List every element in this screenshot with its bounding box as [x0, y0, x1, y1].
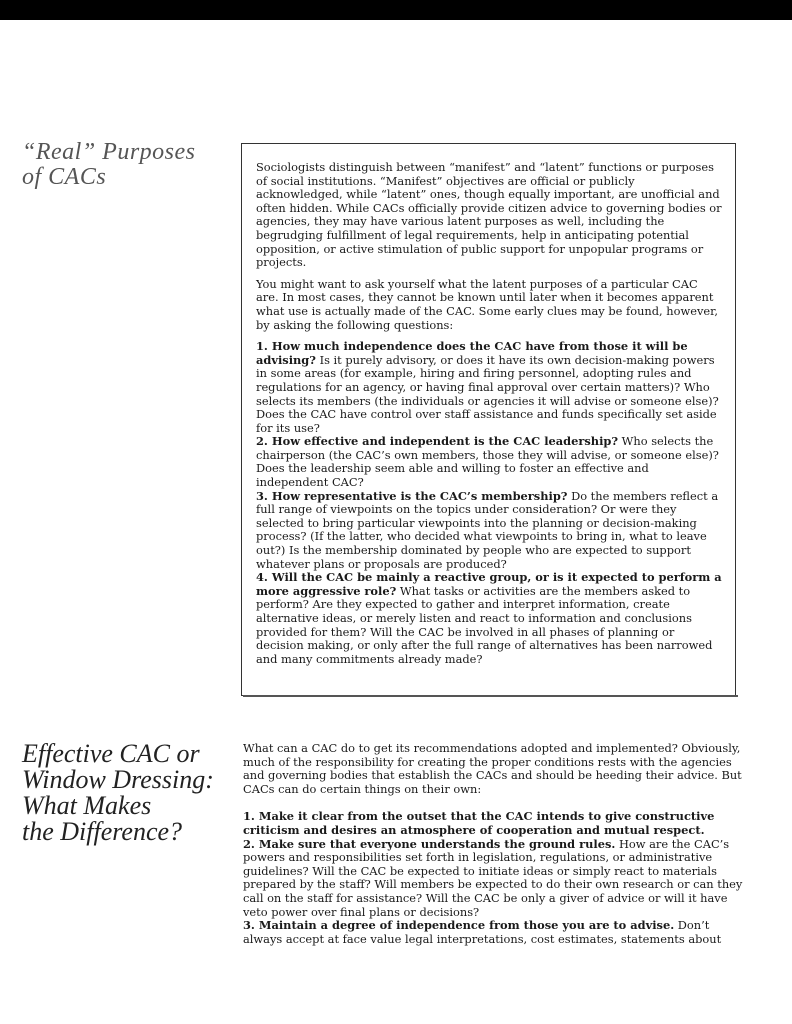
- question-lead: 1. How much independence does the CAC have from those it will be advising?: [256, 339, 688, 367]
- question-lead: 3. How representative is the CAC’s membership?: [256, 488, 568, 503]
- heading-line: the Difference?: [22, 817, 183, 846]
- question-lead: 2. How effective and independent is the CAC leadership?: [256, 434, 619, 449]
- latent-purposes-box: [241, 143, 736, 696]
- advice-item: [243, 838, 743, 920]
- question-item: [256, 571, 723, 666]
- question-text: What tasks or activities are the members asked to perform? Are they expected to gather and interpret information, create alternative ideas, or merely listen and react to information and conclusions provided for them? Will the CAC be involved in all phases of planning or decision making, or only after the full range of alternatives has been narrowed and many commitments already made?: [256, 583, 713, 666]
- question-item: [256, 340, 723, 435]
- box-paragraph-2: You might want to ask yourself what the latent purposes of a particular CAC are. In most cases, they cannot be known until later when it becomes apparent what use is actually made of the CAC. Some early clues may be found, however, by asking the following questions:: [256, 276, 718, 332]
- question-text: Who selects the chairperson (the CAC’s own members, those they will advise, or someone else)? Does the leadership seem able and willing to foster an effective and independent CAC?: [256, 434, 719, 490]
- advice-lead: 3. Maintain a degree of independence from those you are to advise.: [243, 918, 675, 933]
- effective-cac-body: [243, 742, 743, 946]
- advice-item: [243, 919, 743, 946]
- heading-line: of CACs: [22, 164, 107, 191]
- advice-text: Don’t always accept at face value legal interpretations, cost estimates, statements about: [243, 918, 722, 946]
- section-heading-effective-cac: [22, 741, 232, 845]
- section-intro: What can a CAC do to get its recommendations adopted and implemented? Obviously, much of the responsibility for creating the proper conditions rests with the agencies and governing bodies that establish the CACs and should be heeding their advice. But CACs can do certain things on their own:: [243, 741, 742, 796]
- heading-line: Effective CAC or: [22, 739, 200, 768]
- heading-line: Window Dressing:: [22, 765, 214, 794]
- box-shadow-rule: [243, 695, 738, 697]
- section-heading-real-purposes: [22, 140, 222, 190]
- advice-lead: 2. Make sure that everyone understands the ground rules.: [243, 836, 616, 851]
- question-item: [256, 490, 723, 572]
- scan-top-border: [0, 0, 792, 20]
- advice-item: [243, 810, 743, 837]
- heading-line: “Real” Purposes: [22, 139, 196, 165]
- advice-lead: 1. Make it clear from the outset that the CAC intends to give constructive criticism and desires an atmosphere of cooperation and mutual respect.: [243, 809, 715, 837]
- question-item: [256, 435, 723, 489]
- heading-line: What Makes: [22, 791, 152, 820]
- question-text: Is it purely advisory, or does it have its own decision-making powers in some areas (for example, hiring and firing personnel, adopting rules and regulations for an agency, or having final approval over certain matters)? Who selects its members (the individuals or agencies it will advise or someone else)? Does the CAC have control over staff assistance and funds specifically set aside for its use?: [256, 352, 719, 435]
- question-text: Do the members reflect a full range of viewpoints on the topics under consideration? Or were they selected to bring particular viewpoints into the planning or decision-making process? (If the latter, who decided what viewpoints to bring in, what to leave out?) Is the membership dominated by people who are expected to support whatever plans or proposals are produced?: [256, 488, 719, 571]
- question-lead: 4. Will the CAC be mainly a reactive group, or is it expected to perform a more aggressive role?: [256, 570, 722, 598]
- box-paragraph-1: Sociologists distinguish between “manifest” and “latent” functions or purposes of social institutions. “Manifest” objectives are official or publicly acknowledged, while “latent” ones, though equally important, are unofficial and often hidden. While CACs officially provide citizen advice to governing bodies or agencies, they may have various latent purposes as well, including the begrudging fulfillment of legal requirements, help in anticipating potential opposition, or active stimulation of public support for unpopular programs or projects.: [256, 160, 722, 270]
- advice-text: How are the CAC’s powers and responsibilities set forth in legislation, regulations, or administrative guidelines? Will the CAC be expected to initiate ideas or simply react to materials prepared by the staff? Will members be expected to do their own research or can they call on the staff for assistance? Will the CAC be only a giver of advice or will it have veto power over final plans or decisions?: [243, 836, 743, 919]
